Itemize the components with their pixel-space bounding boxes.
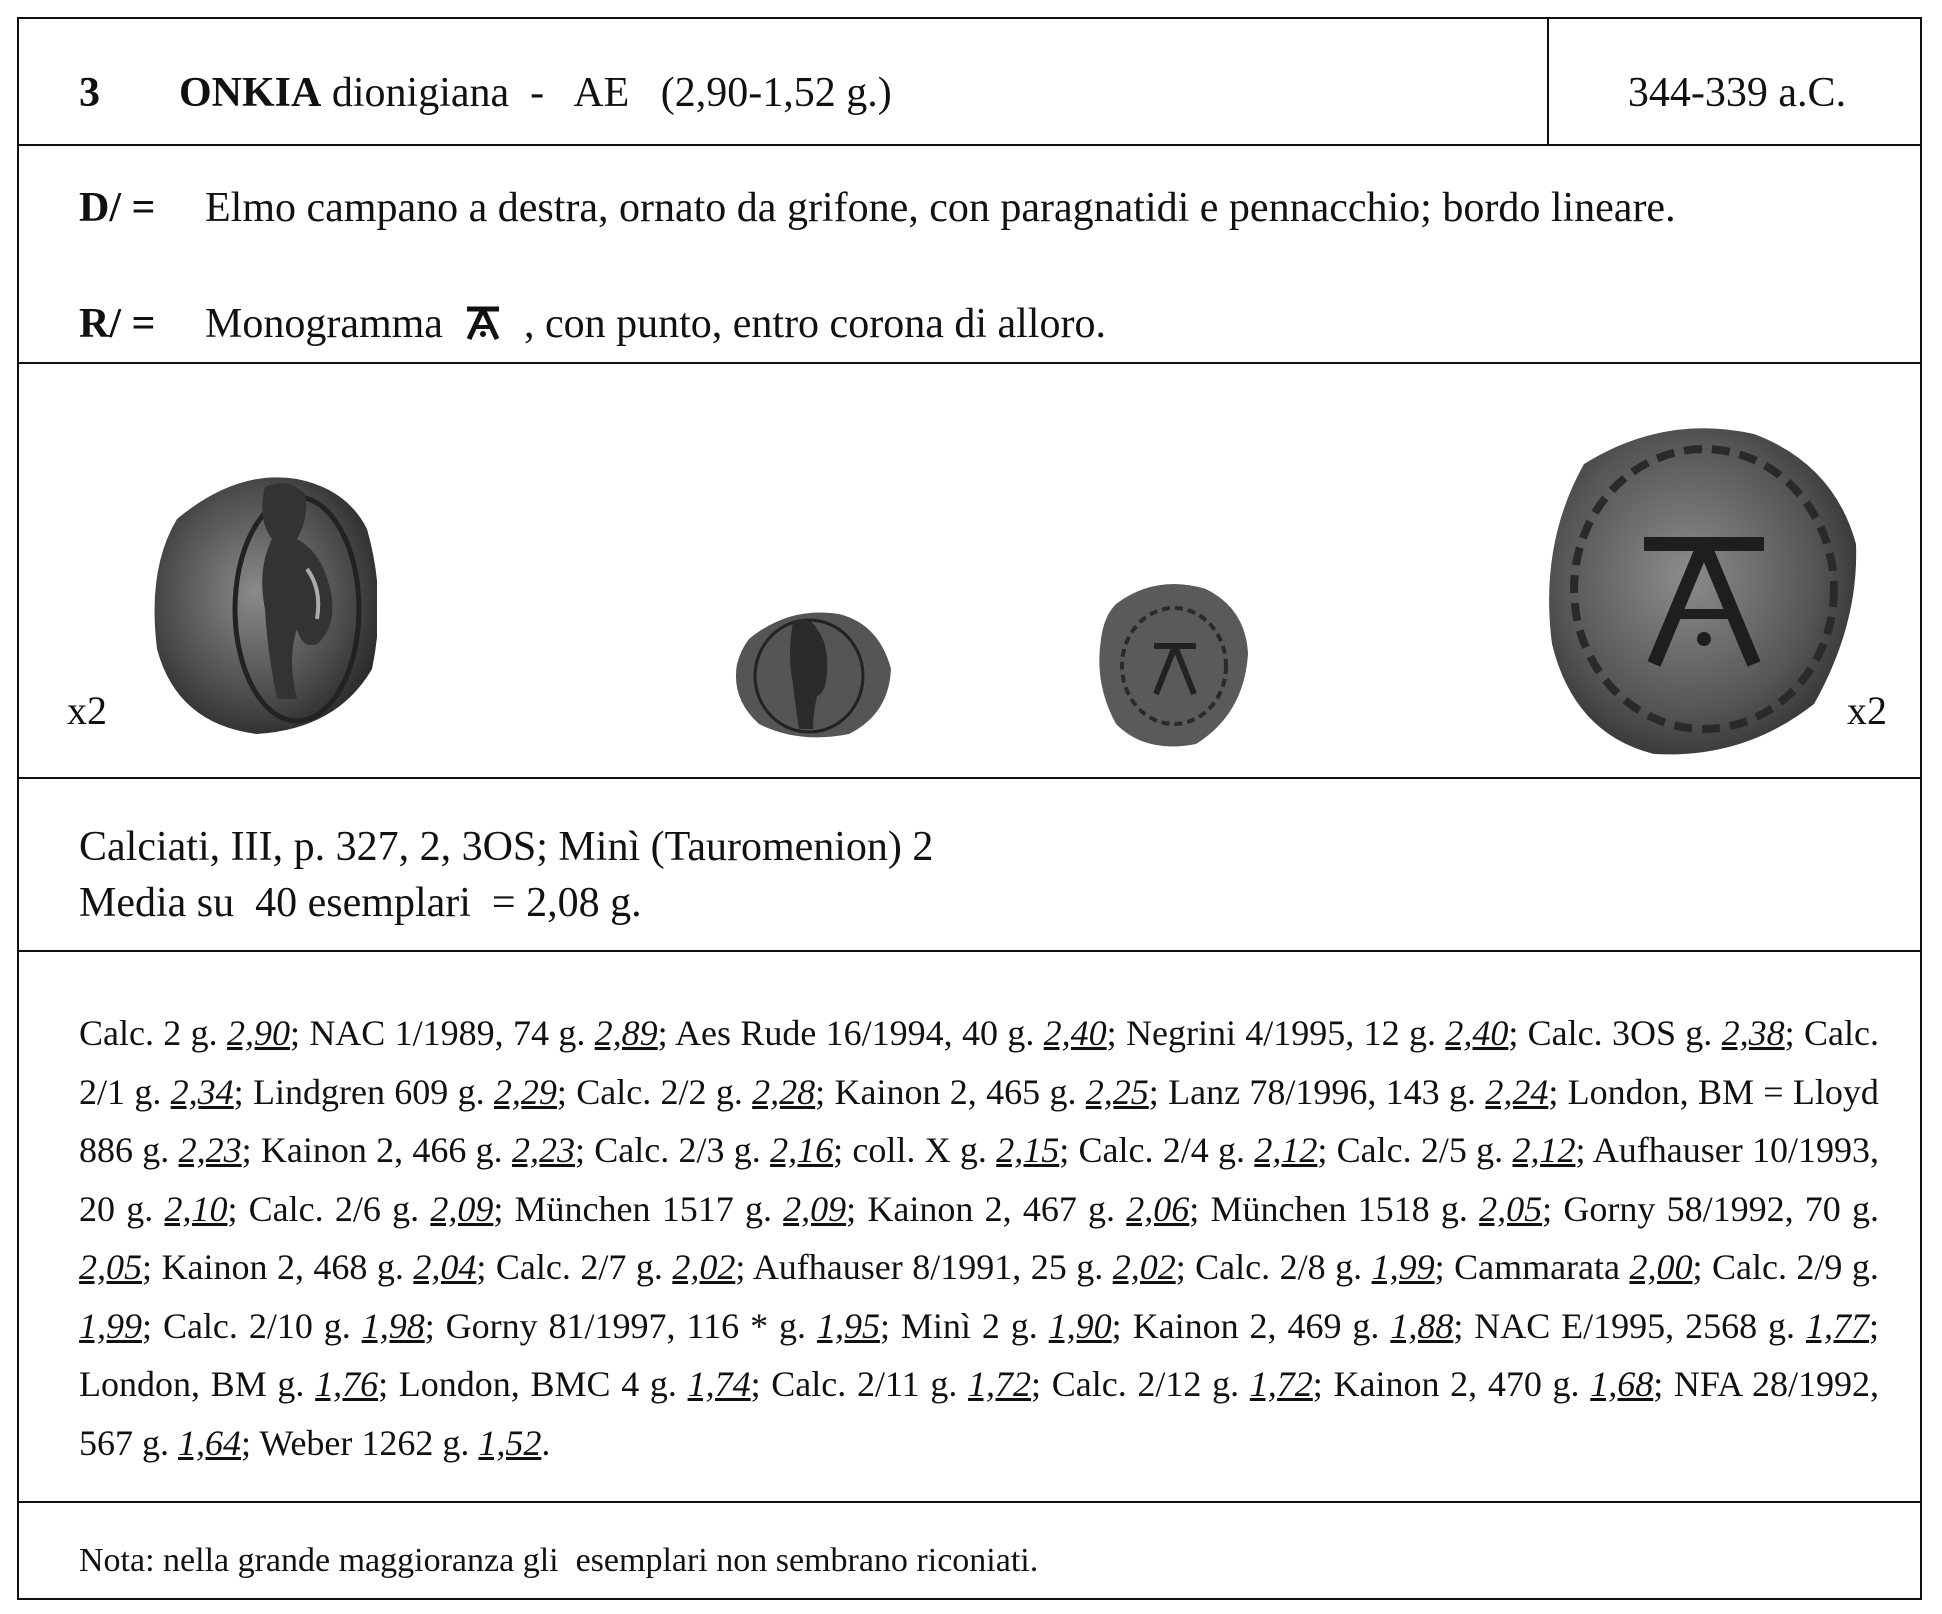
divider bbox=[1547, 19, 1549, 144]
specimen-source: Aufhauser 8/1991, 25 g. bbox=[752, 1247, 1113, 1287]
specimen-source: Calc. 3OS g. bbox=[1527, 1013, 1722, 1053]
specimen-weight: 2,12 bbox=[1512, 1130, 1576, 1170]
specimen-entry: Lindgren 609 g. 2,29; bbox=[252, 1071, 577, 1112]
specimen-weight: 1,52 bbox=[478, 1422, 542, 1463]
specimen-weight: 2,00 bbox=[1629, 1247, 1693, 1287]
specimen-source: Gorny 58/1992, 70 g. bbox=[1563, 1188, 1880, 1229]
divider bbox=[19, 777, 1920, 779]
specimen-weight: 2,38 bbox=[1721, 1013, 1785, 1053]
coin-reverse-actual-icon bbox=[1096, 574, 1251, 756]
specimen-weight: 1,77 bbox=[1805, 1305, 1869, 1346]
specimen-entry: Lanz 78/1996, 143 g. 2,24; bbox=[1168, 1071, 1568, 1112]
specimen-source: Minì 2 g. bbox=[900, 1305, 1049, 1346]
specimen-entry: Calc. 2/11 g. 1,72; bbox=[771, 1364, 1052, 1404]
specimen-source: Calc. 2/9 g. bbox=[1711, 1247, 1879, 1287]
specimen-source: Calc. 2/3 g. bbox=[594, 1130, 771, 1170]
reverse-text-after: , con punto, entro corona di alloro. bbox=[523, 301, 1106, 347]
specimen-source: Kainon 2, 470 g. bbox=[1333, 1364, 1591, 1404]
specimen-entry: Cammarata 2,00; bbox=[1454, 1247, 1712, 1287]
specimen-source: Aes Rude 16/1994, 40 g. bbox=[675, 1013, 1044, 1053]
specimen-entry: Kainon 2, 469 g. 1,88; bbox=[1132, 1305, 1475, 1346]
coin-title bbox=[179, 69, 892, 117]
specimen-entry: Gorny 58/1992, 70 g. 2,05; bbox=[79, 1188, 1880, 1287]
specimen-weight: 2,15 bbox=[996, 1130, 1060, 1170]
specimen-entry: Calc. 2/12 g. 1,72; bbox=[1051, 1364, 1334, 1404]
specimen-source: Calc. 2/1 g. bbox=[79, 1013, 1879, 1112]
specimen-source: Calc. 2/5 g. bbox=[1336, 1130, 1513, 1170]
specimen-entry: London, BM = Lloyd 886 g. 2,23; bbox=[79, 1071, 1879, 1170]
specimen-source: Calc. 2/7 g. bbox=[495, 1247, 673, 1287]
coin-subtitle: dionigiana - AE (2,90-1,52 g.) bbox=[331, 70, 892, 116]
specimen-weight: 2,09 bbox=[783, 1188, 847, 1229]
specimen-entry: Kainon 2, 466 g. 2,23; bbox=[260, 1130, 595, 1170]
reference-line: Calciati, III, p. 327, 2, 3OS; Minì (Tauromenion) 2 bbox=[79, 824, 934, 870]
specimen-entry: Calc. 2/4 g. 2,12; bbox=[1078, 1130, 1337, 1170]
specimen-source: Calc. 2/2 g. bbox=[576, 1071, 753, 1112]
specimen-entry: Calc. 2/3 g. 2,16; bbox=[594, 1130, 853, 1170]
specimen-weight: 2,09 bbox=[430, 1188, 494, 1229]
specimen-source: Lanz 78/1996, 143 g. bbox=[1168, 1071, 1486, 1112]
average-weight-line: Media su 40 esemplari = 2,08 g. bbox=[79, 880, 642, 926]
specimen-entry: Negrini 4/1995, 12 g. 2,40; bbox=[1126, 1013, 1528, 1053]
specimen-entry: Calc. 2/8 g. 1,99; bbox=[1195, 1247, 1455, 1287]
specimen-source: London, BMC 4 g. bbox=[398, 1364, 688, 1404]
specimen-weight: 2,23 bbox=[178, 1130, 242, 1170]
catalog-entry-frame bbox=[17, 17, 1922, 1600]
specimen-entry: München 1517 g. 2,09; bbox=[514, 1188, 868, 1229]
specimen-weight: 2,16 bbox=[770, 1130, 834, 1170]
specimen-entry: München 1518 g. 2,05; bbox=[1210, 1188, 1564, 1229]
obverse-label: D/ = bbox=[79, 185, 156, 231]
specimen-source: Kainon 2, 469 g. bbox=[1132, 1305, 1391, 1346]
specimen-source: Calc. 2/6 g. bbox=[248, 1188, 431, 1229]
coin-obverse-enlarged-icon bbox=[147, 459, 377, 741]
specimen-weight: 2,23 bbox=[511, 1130, 575, 1170]
bibliographic-references bbox=[79, 819, 933, 931]
specimen-weight: 2,12 bbox=[1254, 1130, 1318, 1170]
specimen-weight: 2,05 bbox=[79, 1247, 142, 1287]
specimen-weight: 1,68 bbox=[1590, 1364, 1654, 1404]
specimen-source: Calc. 2/8 g. bbox=[1195, 1247, 1372, 1287]
specimen-source: Calc. 2/4 g. bbox=[1078, 1130, 1255, 1170]
specimen-source: München 1517 g. bbox=[514, 1188, 784, 1229]
specimen-entry: Kainon 2, 467 g. 2,06; bbox=[867, 1188, 1211, 1229]
specimen-source: Calc. 2 g. bbox=[79, 1013, 227, 1053]
specimen-weight: 2,10 bbox=[164, 1188, 228, 1229]
specimen-source: coll. X g. bbox=[852, 1130, 997, 1170]
specimen-source: Cammarata bbox=[1454, 1247, 1630, 1287]
specimen-entry: Calc. 2/10 g. 1,98; bbox=[162, 1305, 446, 1346]
specimen-weight: 2,02 bbox=[1112, 1247, 1176, 1287]
divider bbox=[19, 950, 1920, 952]
specimen-source: Gorny 81/1997, 116 * g. bbox=[445, 1305, 817, 1346]
specimen-entry: London, BM g. 1,76; bbox=[79, 1364, 399, 1404]
specimen-entry: Weber 1262 g. 1,52. bbox=[259, 1422, 551, 1463]
specimen-source: NFA 28/1992, 567 g. bbox=[79, 1364, 1879, 1463]
specimen-source: Lindgren 609 g. bbox=[252, 1071, 494, 1112]
specimen-entry: Calc. 2/7 g. 2,02; bbox=[495, 1247, 753, 1287]
specimen-entry: NFA 28/1992, 567 g. 1,64; bbox=[79, 1364, 1879, 1463]
divider bbox=[19, 362, 1920, 364]
specimen-weight: 2,25 bbox=[1085, 1071, 1149, 1112]
specimen-weight: 1,74 bbox=[687, 1364, 751, 1404]
specimen-weight: 1,72 bbox=[1249, 1364, 1313, 1404]
specimen-entry: Calc. 2/9 g. 1,99; bbox=[79, 1247, 1879, 1346]
specimen-source: NAC 1/1989, 74 g. bbox=[309, 1013, 595, 1053]
divider bbox=[19, 1501, 1920, 1503]
obverse-text: Elmo campano a destra, ornato da grifone, con paragnatidi e pennacchio; bordo lineare. bbox=[205, 185, 1676, 231]
specimen-weight: 2,06 bbox=[1126, 1188, 1190, 1229]
specimen-weight: 2,05 bbox=[1479, 1188, 1543, 1229]
coin-reverse-enlarged-icon bbox=[1544, 414, 1859, 764]
specimen-weight-list bbox=[79, 1004, 1879, 1472]
specimen-entry: Calc. 2/1 g. 2,34; bbox=[79, 1013, 1879, 1112]
coin-description bbox=[79, 179, 1899, 359]
monogram-icon bbox=[463, 303, 503, 343]
specimen-source: London, BM = Lloyd 886 g. bbox=[79, 1071, 1879, 1170]
specimen-entry: Calc. 2/5 g. 2,12; bbox=[1336, 1130, 1593, 1170]
reverse-label: R/ = bbox=[79, 301, 156, 347]
specimen-source: Kainon 2, 465 g. bbox=[834, 1071, 1086, 1112]
specimen-weight: 2,24 bbox=[1485, 1071, 1549, 1112]
specimen-entry: Aes Rude 16/1994, 40 g. 2,40; bbox=[675, 1013, 1126, 1053]
specimen-entry: Gorny 81/1997, 116 * g. 1,95; bbox=[445, 1305, 901, 1346]
specimen-weight: 2,28 bbox=[752, 1071, 816, 1112]
specimen-source: Aufhauser 10/1993, 20 g. bbox=[79, 1130, 1879, 1229]
specimen-entry: Calc. 2/2 g. 2,28; bbox=[576, 1071, 835, 1112]
specimen-source: Weber 1262 g. bbox=[259, 1422, 479, 1463]
specimen-weight: 1,99 bbox=[79, 1305, 142, 1346]
specimen-entry: Kainon 2, 465 g. 2,25; bbox=[834, 1071, 1169, 1112]
specimen-entry: Calc. 3OS g. 2,38; bbox=[1527, 1013, 1804, 1053]
specimen-entry: Calc. 2 g. 2,90; bbox=[79, 1013, 310, 1053]
specimen-entry: Kainon 2, 470 g. 1,68; bbox=[1333, 1364, 1674, 1404]
specimen-source: Kainon 2, 466 g. bbox=[260, 1130, 512, 1170]
specimen-entry: coll. X g. 2,15; bbox=[852, 1130, 1079, 1170]
specimen-source: Calc. 2/10 g. bbox=[162, 1305, 362, 1346]
specimen-source: Negrini 4/1995, 12 g. bbox=[1126, 1013, 1446, 1053]
specimen-weight: 2,04 bbox=[413, 1247, 477, 1287]
coin-obverse-actual-icon bbox=[729, 604, 894, 741]
divider bbox=[19, 144, 1920, 146]
specimen-weight: 1,90 bbox=[1048, 1305, 1112, 1346]
specimen-weight: 1,88 bbox=[1390, 1305, 1454, 1346]
specimen-weight: 1,95 bbox=[816, 1305, 880, 1346]
specimen-entry: London, BMC 4 g. 1,74; bbox=[398, 1364, 772, 1404]
specimen-weight: 2,40 bbox=[1043, 1013, 1107, 1053]
coin-date: 344-339 a.C. bbox=[1627, 70, 1847, 116]
specimen-weight: 2,29 bbox=[493, 1071, 557, 1112]
specimen-entry: NAC E/1995, 2568 g. 1,77; bbox=[1474, 1305, 1879, 1346]
scale-label-left: x2 bbox=[67, 688, 107, 733]
specimen-weight: 1,98 bbox=[361, 1305, 425, 1346]
specimen-source: München 1518 g. bbox=[1210, 1188, 1480, 1229]
specimen-weight: 1,76 bbox=[315, 1364, 379, 1404]
coin-name: ONKIA bbox=[179, 70, 322, 116]
specimen-weight: 2,89 bbox=[594, 1013, 658, 1053]
specimen-entry: NAC 1/1989, 74 g. 2,89; bbox=[309, 1013, 676, 1053]
specimen-source: Calc. 2/12 g. bbox=[1051, 1364, 1250, 1404]
specimen-source: NAC E/1995, 2568 g. bbox=[1474, 1305, 1806, 1346]
specimen-weight: 2,02 bbox=[672, 1247, 736, 1287]
specimen-entry: Minì 2 g. 1,90; bbox=[900, 1305, 1133, 1346]
specimen-entry: Aufhauser 8/1991, 25 g. 2,02; bbox=[752, 1247, 1196, 1287]
specimen-weight: 1,64 bbox=[178, 1422, 241, 1463]
specimen-source: Kainon 2, 468 g. bbox=[161, 1247, 414, 1287]
entry-number: 3 bbox=[79, 70, 100, 116]
specimen-weight: 2,40 bbox=[1445, 1013, 1509, 1053]
specimen-weight: 2,90 bbox=[226, 1013, 290, 1053]
specimen-entry: Aufhauser 10/1993, 20 g. 2,10; bbox=[79, 1130, 1879, 1229]
specimen-weight: 1,72 bbox=[968, 1364, 1032, 1404]
reverse-text-before: Monogramma bbox=[205, 301, 443, 347]
note-text: Nota: nella grande maggioranza gli esemplari non sembrano riconiati. bbox=[79, 1542, 1039, 1579]
specimen-source: Calc. 2/11 g. bbox=[771, 1364, 969, 1404]
specimen-source: London, BM g. bbox=[79, 1364, 316, 1404]
specimen-entry: Kainon 2, 468 g. 2,04; bbox=[161, 1247, 496, 1287]
scale-label-right: x2 bbox=[1847, 688, 1887, 733]
specimen-weight: 2,34 bbox=[170, 1071, 234, 1112]
specimen-entry: Calc. 2/6 g. 2,09; bbox=[248, 1188, 515, 1229]
reverse-text bbox=[205, 295, 1885, 353]
specimen-weight: 1,99 bbox=[1371, 1247, 1435, 1287]
specimen-source: Kainon 2, 467 g. bbox=[867, 1188, 1127, 1229]
